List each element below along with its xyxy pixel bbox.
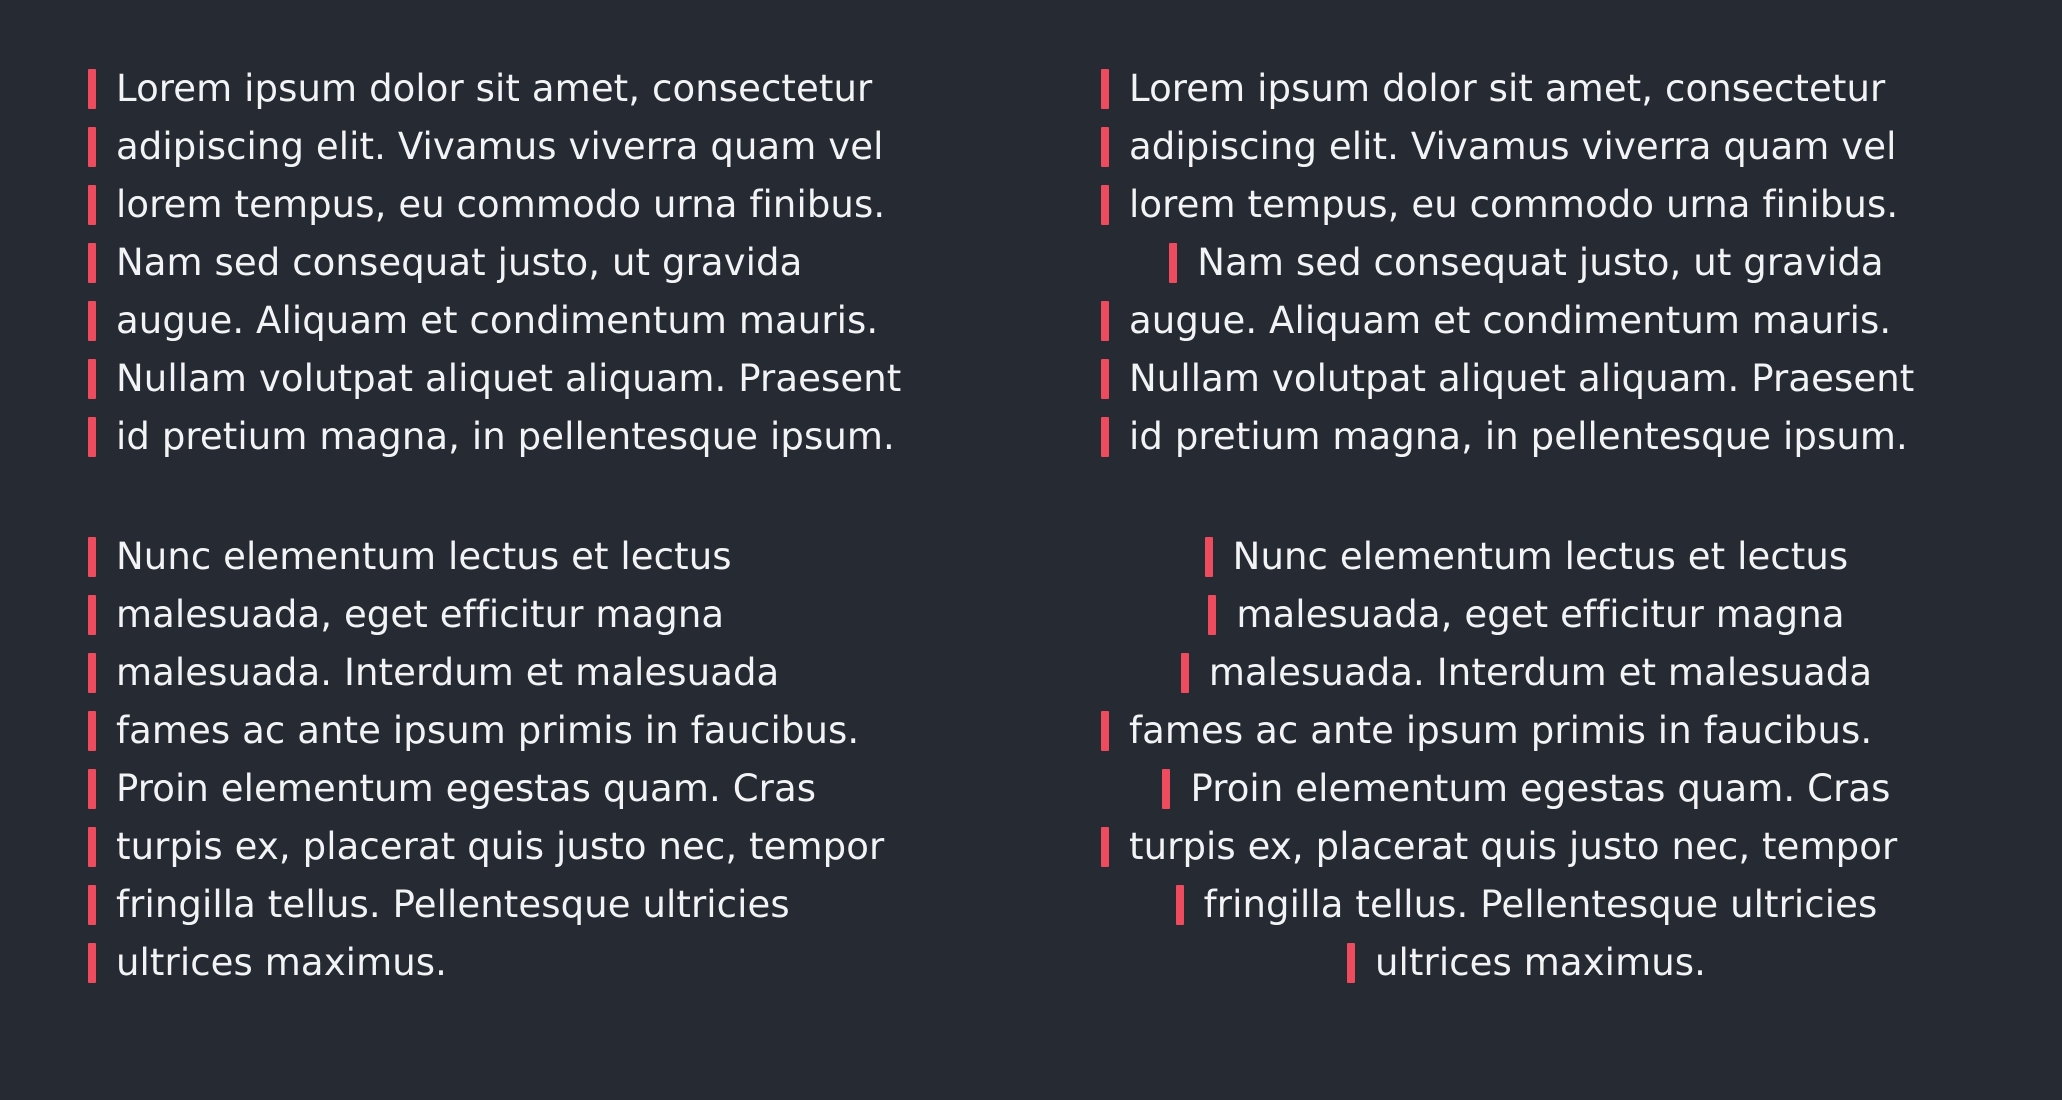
text-line — [88, 876, 991, 934]
text-line — [88, 118, 991, 176]
line-text: ultrices maximus. — [116, 941, 447, 984]
line-marker-icon — [1101, 711, 1109, 751]
line-marker-icon — [1101, 827, 1109, 867]
line-marker-icon — [1169, 243, 1177, 283]
line-marker-icon — [88, 595, 96, 635]
line-text: malesuada. Interdum et malesuada — [1208, 651, 1873, 694]
paragraph-2 — [88, 528, 991, 992]
line-marker-icon — [1101, 185, 1109, 225]
text-line — [88, 60, 991, 118]
line-text: malesuada. Interdum et malesuada — [116, 651, 780, 694]
paragraph-1 — [88, 60, 991, 466]
text-line — [1101, 702, 1952, 760]
line-text: malesuada, eget efficitur magna — [116, 593, 725, 636]
line-marker-icon — [1181, 653, 1189, 693]
text-line — [1101, 176, 1952, 234]
paragraph-3 — [1101, 60, 1952, 466]
line-text: fames ac ante ipsum primis in faucibus. — [116, 709, 860, 752]
line-marker-icon — [1205, 537, 1213, 577]
line-text: Nunc elementum lectus et lectus — [116, 535, 732, 578]
text-line — [1101, 818, 1952, 876]
text-line — [1101, 528, 1952, 586]
line-text: turpis ex, placerat quis justo nec, tempor — [116, 825, 885, 868]
text-line — [1101, 644, 1952, 702]
line-marker-icon — [88, 417, 96, 457]
line-marker-icon — [1101, 127, 1109, 167]
text-line — [1101, 408, 1952, 466]
left-column — [70, 60, 1031, 1100]
text-line — [88, 408, 991, 466]
line-marker-icon — [88, 537, 96, 577]
text-line — [88, 644, 991, 702]
line-marker-icon — [88, 301, 96, 341]
text-line — [1101, 350, 1952, 408]
text-line — [88, 760, 991, 818]
line-text: adipiscing elit. Vivamus viverra quam vel — [116, 125, 884, 168]
line-marker-icon — [88, 711, 96, 751]
line-marker-icon — [88, 359, 96, 399]
line-marker-icon — [1101, 301, 1109, 341]
line-text: id pretium magna, in pellentesque ipsum. — [1129, 415, 1908, 458]
line-text: Proin elementum egestas quam. Cras — [1190, 767, 1891, 810]
text-line — [88, 528, 991, 586]
line-text: lorem tempus, eu commodo urna finibus. — [1129, 183, 1899, 226]
line-text: augue. Aliquam et condimentum mauris. — [116, 299, 879, 342]
text-line — [88, 234, 991, 292]
text-line — [88, 818, 991, 876]
text-line — [88, 702, 991, 760]
line-marker-icon — [1176, 885, 1184, 925]
line-text: Nullam volutpat aliquet aliquam. Praesent — [116, 357, 902, 400]
text-line — [1101, 934, 1952, 992]
line-text: Proin elementum egestas quam. Cras — [116, 767, 817, 810]
line-text: adipiscing elit. Vivamus viverra quam vel — [1129, 125, 1897, 168]
line-text: Lorem ipsum dolor sit amet, consectetur — [116, 67, 873, 110]
paragraph-4 — [1101, 528, 1952, 992]
line-marker-icon — [88, 127, 96, 167]
line-marker-icon — [88, 653, 96, 693]
line-marker-icon — [1208, 595, 1216, 635]
line-marker-icon — [1347, 943, 1355, 983]
text-line — [88, 586, 991, 644]
line-marker-icon — [88, 243, 96, 283]
line-marker-icon — [88, 185, 96, 225]
text-line — [1101, 118, 1952, 176]
line-text: augue. Aliquam et condimentum mauris. — [1129, 299, 1892, 342]
right-column — [1031, 60, 1992, 1100]
text-line — [1101, 60, 1952, 118]
text-line — [88, 292, 991, 350]
line-marker-icon — [88, 769, 96, 809]
line-text: Nullam volutpat aliquet aliquam. Praesent — [1129, 357, 1915, 400]
line-text: turpis ex, placerat quis justo nec, tempor — [1129, 825, 1898, 868]
line-marker-icon — [88, 943, 96, 983]
line-marker-icon — [1101, 417, 1109, 457]
line-text: lorem tempus, eu commodo urna finibus. — [116, 183, 886, 226]
line-text: Lorem ipsum dolor sit amet, consectetur — [1129, 67, 1886, 110]
line-text: id pretium magna, in pellentesque ipsum. — [116, 415, 895, 458]
line-text: Nam sed consequat justo, ut gravida — [116, 241, 803, 284]
line-marker-icon — [88, 885, 96, 925]
text-line — [1101, 876, 1952, 934]
text-line — [88, 350, 991, 408]
line-text: Nunc elementum lectus et lectus — [1232, 535, 1849, 578]
line-text: ultrices maximus. — [1375, 941, 1706, 984]
line-marker-icon — [1101, 69, 1109, 109]
text-line — [88, 934, 991, 992]
text-line — [1101, 292, 1952, 350]
line-marker-icon — [1101, 359, 1109, 399]
line-marker-icon — [1162, 769, 1170, 809]
line-marker-icon — [88, 827, 96, 867]
text-line — [1101, 234, 1952, 292]
text-line — [88, 176, 991, 234]
line-text: Nam sed consequat justo, ut gravida — [1197, 241, 1884, 284]
line-text: malesuada, eget efficitur magna — [1236, 593, 1845, 636]
line-text: fringilla tellus. Pellentesque ultricies — [116, 883, 790, 926]
text-line — [1101, 586, 1952, 644]
line-text: fringilla tellus. Pellentesque ultricies — [1203, 883, 1878, 926]
text-line — [1101, 760, 1952, 818]
line-marker-icon — [88, 69, 96, 109]
line-text: fames ac ante ipsum primis in faucibus. — [1129, 709, 1873, 752]
